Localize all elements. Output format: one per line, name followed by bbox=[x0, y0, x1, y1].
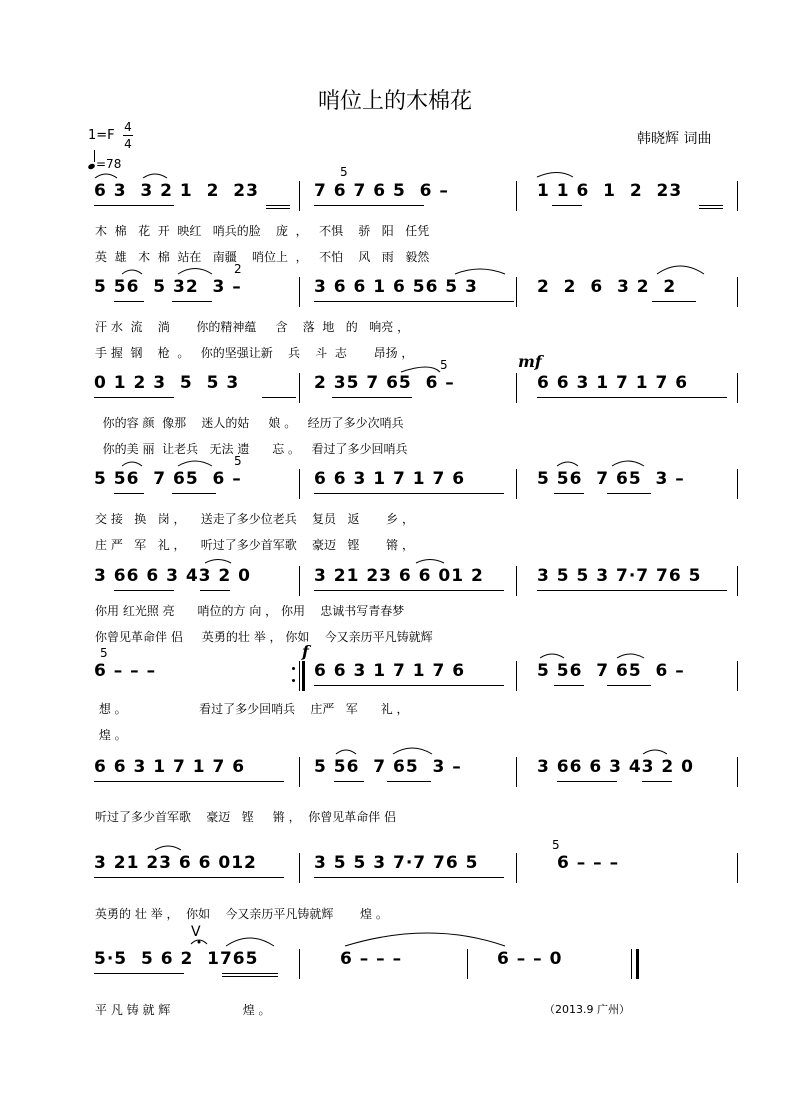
lyric-verse-2: 你曾见革命伴 侣 英勇的壮 举 ， 你如 今又亲历平凡铸就辉 bbox=[95, 630, 433, 644]
slur bbox=[540, 654, 564, 658]
lyric-verse-1: 平 凡 铸 就 辉 煌 。 bbox=[95, 1003, 271, 1017]
lyric-verse-1: 你的容 颜 像那 迷人的姑 娘 。 经历了多少次哨兵 bbox=[95, 416, 404, 430]
slur bbox=[612, 461, 644, 466]
lyric-verse-1: 汗 水 流 淌 你的精神蕴 含 落 地 的 响亮 ， bbox=[95, 320, 410, 334]
lyric-verse-1: 木 棉 花 开 映红 哨兵的脸 庞 ， 不惧 骄 阳 任凭 bbox=[95, 224, 430, 238]
slur bbox=[557, 462, 578, 466]
lyric-verse-1: 交 接 换 岗 ， 送走了多少位老兵 复员 返 乡 ， bbox=[95, 512, 414, 526]
lyric-verse-2: 庄 严 军 礼 ， 听过了多少首军歌 豪迈 铿 锵 ， bbox=[95, 538, 414, 552]
slur bbox=[336, 750, 356, 754]
date-place-note: （2013.9 广州） bbox=[544, 1003, 630, 1016]
measure: 3 21 23 6 6 012 bbox=[94, 853, 257, 873]
lyric-verse-1: 你用 红光照 亮 哨位的方 向 ， 你用 忠诚书写青春梦 bbox=[95, 604, 405, 618]
slur bbox=[155, 846, 181, 850]
grace-note: 5 bbox=[440, 358, 448, 372]
measure: 6 6 3 1 7 1 7 6 bbox=[314, 661, 466, 681]
breath-mark: V bbox=[191, 924, 201, 940]
measure: 6 6 3 1 7 1 7 6 bbox=[537, 373, 689, 393]
measure: 6 6 3 1 7 1 7 6 bbox=[314, 469, 466, 489]
measure: 3 5 5 3 7·7 76 5 bbox=[537, 566, 702, 586]
time-sig-top: 4 bbox=[124, 120, 132, 134]
grace-note: 5 bbox=[100, 646, 108, 660]
measure: 6 – – 0 bbox=[497, 949, 563, 969]
measure: 5·5 5 6 2 1765 bbox=[94, 949, 259, 969]
lyric-verse-1: 想 。 看过了多少回哨兵 庄严 军 礼 ， bbox=[95, 702, 409, 716]
composer-credit: 韩晓辉 词曲 bbox=[637, 131, 712, 147]
slur bbox=[178, 269, 212, 275]
measure: 6 – – – bbox=[340, 949, 403, 969]
measure: 5 56 5 32 3 – bbox=[94, 277, 242, 297]
measure: 3 6 6 1 6 56 5 3 bbox=[314, 277, 478, 297]
dynamic-f: f bbox=[302, 642, 309, 661]
lyric-verse-2: 手 握 钢 枪 。 你的坚强让新 兵 斗 志 昂扬 ， bbox=[95, 346, 414, 360]
grace-note: 5 bbox=[340, 165, 348, 179]
slur bbox=[178, 461, 212, 466]
lyric-verse-2: 英 雄 木 棉 站在 南疆 哨位上 ， 不怕 风 雨 毅然 bbox=[95, 250, 430, 264]
measure: 5 56 7 65 3 – bbox=[537, 469, 685, 489]
slur bbox=[416, 560, 444, 564]
measure: 6 – – – bbox=[557, 853, 620, 873]
slur bbox=[537, 173, 573, 178]
time-sig-bottom: 4 bbox=[124, 137, 132, 151]
slur bbox=[143, 174, 167, 178]
slur bbox=[226, 938, 274, 946]
song-title: 哨位上的木棉花 bbox=[317, 89, 472, 114]
measure: 6 – – – bbox=[94, 661, 157, 681]
measure: 3 21 23 6 6 01 2 bbox=[314, 566, 484, 586]
measure: 3 66 6 3 43 2 0 bbox=[94, 566, 251, 586]
lyric-verse-2: 煌 。 bbox=[95, 728, 127, 742]
slur bbox=[95, 174, 117, 178]
lyric-verse-1: 英勇的 壮 举 ， 你如 今又亲历平凡铸就辉 煌 。 bbox=[95, 907, 388, 921]
grace-note: 2 bbox=[234, 262, 242, 276]
lyric-verse-2: 你的美 丽 让老兵 无法 遗 忘 。 看过了多少回哨兵 bbox=[95, 442, 408, 456]
grace-note: 5 bbox=[234, 454, 242, 468]
measure: 6 6 3 1 7 1 7 6 bbox=[94, 757, 246, 777]
measure: 6 3 3 2 1 2 23 bbox=[94, 181, 259, 201]
grace-note: 5 bbox=[552, 838, 560, 852]
dynamic-mf: mf bbox=[518, 352, 542, 371]
measure: 7 6 7 6 5 6 – bbox=[314, 181, 449, 201]
slur bbox=[401, 367, 440, 372]
slur bbox=[393, 748, 432, 754]
slur bbox=[455, 269, 505, 274]
tempo-value: =78 bbox=[96, 157, 122, 171]
slur bbox=[205, 560, 231, 564]
slur bbox=[122, 270, 142, 274]
measure: 0 1 2 3 5 5 3 bbox=[94, 373, 240, 393]
measure: 3 66 6 3 43 2 0 bbox=[537, 757, 694, 777]
measure: 2 2 6 3 2 2 bbox=[537, 277, 677, 297]
measure: 5 56 7 65 6 – bbox=[94, 469, 242, 489]
measure: 2 35 7 65 6 – bbox=[314, 373, 455, 393]
slur bbox=[657, 266, 704, 274]
slur bbox=[122, 462, 142, 466]
measure: 5 56 7 65 3 – bbox=[314, 757, 462, 777]
key-signature: 1=F bbox=[88, 128, 115, 143]
lyric-verse-1: 听过了多少首军歌 豪迈 铿 锵 ， 你曾见革命伴 侣 bbox=[95, 810, 397, 824]
slur bbox=[345, 933, 505, 946]
fermata-dot bbox=[198, 941, 201, 944]
slur bbox=[617, 654, 644, 658]
slur bbox=[643, 750, 667, 754]
measure: 1 1 6 1 2 23 bbox=[537, 181, 683, 201]
measure: 3 5 5 3 7·7 76 5 bbox=[314, 853, 479, 873]
measure: 5 56 7 65 6 – bbox=[537, 661, 685, 681]
